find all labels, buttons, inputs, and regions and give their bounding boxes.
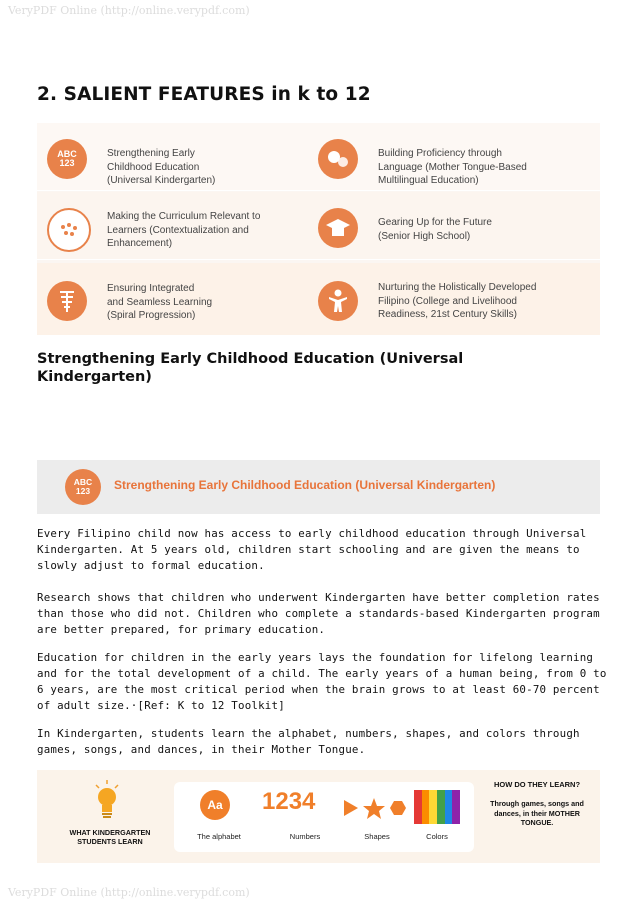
- feature-text: [107, 282, 212, 323]
- feature-line: (Universal Kindergarten): [107, 175, 216, 186]
- feature-line: Readiness, 21st Century Skills): [378, 309, 517, 320]
- feature-early-childhood: [47, 135, 317, 195]
- watermark-bottom: VeryPDF Online (http://online.verypdf.com): [8, 886, 250, 899]
- shapes-icon: [344, 796, 408, 826]
- how-answer: [477, 799, 597, 828]
- abc-icon: [65, 469, 101, 505]
- feature-curriculum-relevant: [47, 204, 317, 264]
- feature-line: Nurturing the Holistically Developed: [378, 282, 537, 293]
- feature-line: Building Proficiency through: [378, 148, 502, 159]
- how-answer-line3: TONGUE.: [520, 818, 554, 827]
- features-row-3: [37, 263, 600, 336]
- how-answer-line2: dances, in their MOTHER: [494, 808, 580, 818]
- how-answer-line1: Through games, songs and: [490, 799, 584, 808]
- speech-bubbles-icon: [318, 139, 358, 179]
- learn-items-panel: [174, 782, 474, 852]
- feature-line: Filipino (College and Livelihood: [378, 295, 517, 307]
- how-question: HOW DO THEY LEARN?: [493, 780, 581, 789]
- colors-label: Colors: [426, 832, 448, 841]
- subsection-title: Strengthening Early Childhood Education (Universal Kindergarten): [37, 351, 464, 385]
- person-icon: [318, 281, 358, 321]
- paragraph-4: In Kindergarten, students learn the alphabet, numbers, shapes, and colors through games, songs, and dances, in their Mother Tongue.: [37, 727, 580, 756]
- feature-senior-high: [318, 204, 588, 264]
- abc-icon-line1: ABC: [57, 149, 77, 159]
- paragraph-1: Every Filipino child now has access to early childhood education through Universal Kindergarten. At 5 years old, children start schooling and are given the means to slowly adjust to formal education.: [37, 527, 587, 572]
- paragraph-3: Education for children in the early years lays the foundation for lifelong learning and for the total development of a child. The early years of a human being, from 0 to 6 years, are the most critical period when the brain grows to at least 60-70 percent of adult size.·[Ref: K to 12 Toolkit]: [37, 651, 607, 712]
- abc-icon: [47, 139, 87, 179]
- features-infographic: [37, 123, 600, 335]
- feature-line: Gearing Up for the Future: [378, 217, 492, 228]
- topic-banner: [37, 460, 600, 514]
- feature-text: [107, 147, 215, 188]
- how-they-learn: [477, 780, 597, 828]
- feature-line: Enhancement): [107, 238, 173, 249]
- feature-line: Language (Mother Tongue-Based: [378, 161, 527, 173]
- learn-title-line1: WHAT KINDERGARTEN: [69, 828, 151, 837]
- feature-line: (Senior High School): [378, 230, 471, 242]
- feature-line: Multilingual Education): [378, 175, 479, 186]
- feature-line: Learners (Contextualization and: [107, 224, 249, 236]
- features-row-2: [37, 192, 600, 260]
- lightbulb-icon: [94, 780, 120, 824]
- learn-title: [51, 828, 169, 846]
- features-row-1: [37, 123, 600, 191]
- feature-text: [378, 147, 527, 188]
- feature-text: [107, 210, 260, 251]
- feature-line: Ensuring Integrated: [107, 283, 195, 294]
- brain-icon: [47, 208, 91, 252]
- graduation-cap-icon: [318, 208, 358, 248]
- watermark-top: VeryPDF Online (http://online.verypdf.com): [8, 4, 250, 17]
- kindergarten-learning-infographic: [37, 770, 600, 863]
- banner-icon-line2: 123: [75, 486, 91, 496]
- alphabet-label: The alphabet: [197, 832, 241, 841]
- learn-title-line2: STUDENTS LEARN: [77, 837, 143, 846]
- colors-icon: [414, 790, 460, 824]
- banner-icon-line1: ABC: [73, 477, 93, 487]
- feature-line: and Seamless Learning: [107, 296, 213, 308]
- feature-line: (Spiral Progression): [107, 310, 196, 321]
- abc-icon-line2: 123: [59, 158, 75, 168]
- section-title: 2. SALIENT FEATURES in k to 12: [37, 84, 371, 105]
- feature-line: Making the Curriculum Relevant to: [107, 211, 261, 222]
- numbers-label: Numbers: [289, 832, 321, 841]
- feature-holistic-filipino: [318, 277, 588, 337]
- paragraph-2: Research shows that children who underwent Kindergarten have better completion rates than those who did not. Children who complete a standards-based Kindergarten program are better prepared, for primary education.: [37, 591, 600, 636]
- feature-line: Strengthening Early: [107, 148, 195, 159]
- numbers-graphic: 1234: [262, 788, 316, 815]
- spiral-icon: [47, 281, 87, 321]
- banner-text: Strengthening Early Childhood Education (Universal Kindergarten): [114, 478, 496, 492]
- feature-text: [378, 281, 536, 322]
- feature-language-proficiency: [318, 135, 588, 195]
- feature-line: Childhood Education: [107, 161, 200, 173]
- aa-icon: Aa: [200, 790, 230, 820]
- shapes-label: Shapes: [364, 832, 390, 841]
- feature-spiral-progression: [47, 277, 317, 337]
- feature-text: [378, 216, 492, 243]
